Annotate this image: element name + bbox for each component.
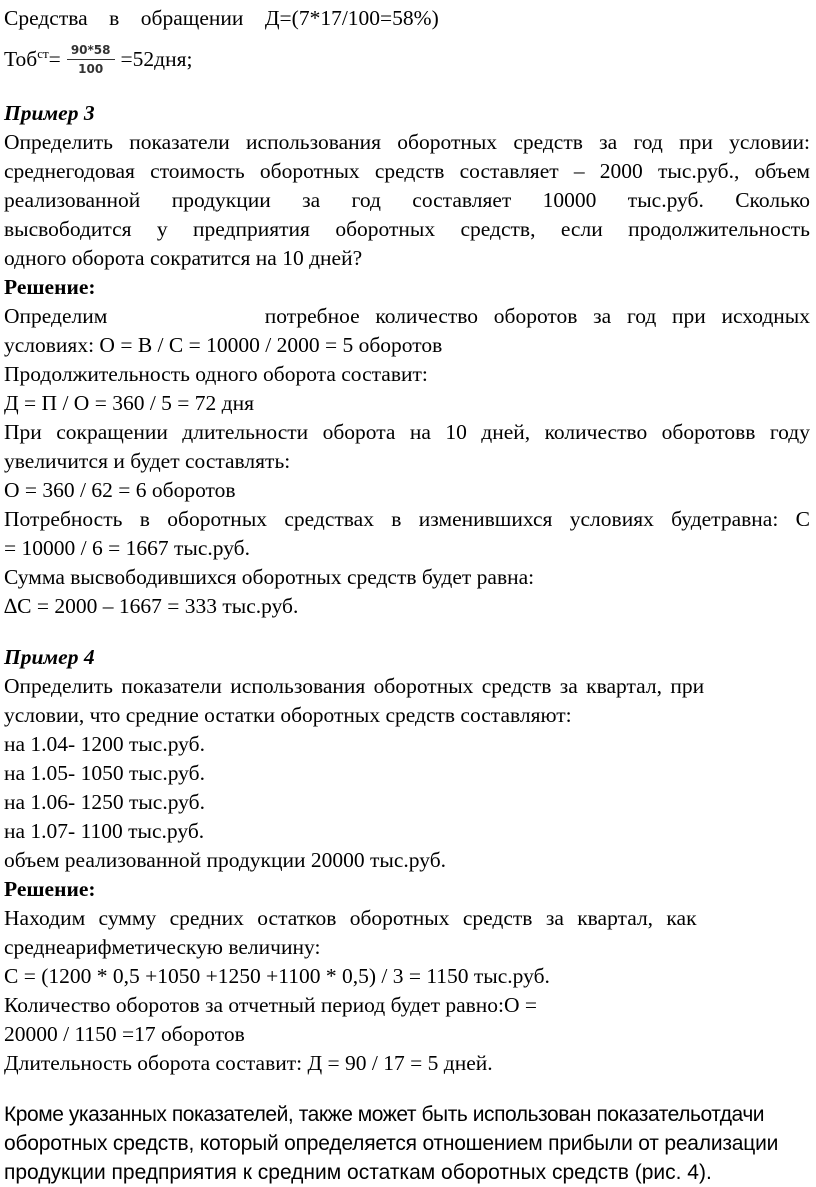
example4-task-line: на 1.05- 1050 тыс.руб. xyxy=(4,761,205,785)
closing-paragraph xyxy=(4,1100,810,1187)
example4-task-line: на 1.04- 1200 тыс.руб. xyxy=(4,732,205,756)
fraction-denominator: 100 xyxy=(78,61,104,76)
example3-solution-line: Определим потребное количество оборотов за год при исходных xyxy=(4,304,810,328)
example3-task xyxy=(4,128,810,273)
example3-task-line: высвободится у предприятия оборотных средств, если продолжительность xyxy=(4,217,810,241)
example4-solution-line: С = (1200 * 0,5 +1050 +1250 +1100 * 0,5) / 3 = 1150 тыс.руб. xyxy=(4,964,550,988)
tob-result: =52дня; xyxy=(120,46,193,71)
example4-task-line: условии, что средние остатки оборотных средств составляют: xyxy=(4,703,572,727)
example3-task-line: одного оборота сократится на 10 дней? xyxy=(4,246,363,270)
example3-solution-line: Д = П / О = 360 / 5 = 72 дня xyxy=(4,391,255,415)
turnover-formula xyxy=(4,33,810,85)
example4-solution-line: Количество оборотов за отчетный период будет равно:О = xyxy=(4,993,538,1017)
example3-solution-line: Сумма высвободившихся оборотных средств будет равна: xyxy=(4,565,535,589)
formula-fraction xyxy=(67,43,115,76)
example4-task-line: на 1.07- 1100 тыс.руб. xyxy=(4,819,205,843)
example4-solution xyxy=(4,904,810,1078)
closing-line: Кроме указанных показателей, также может быть использован показательотдачи xyxy=(4,1103,765,1126)
example3-solution-line: Продолжительность одного оборота составит: xyxy=(4,362,428,386)
example4-task-line: Определить показатели использования оборотных средств за квартал, при xyxy=(4,674,705,698)
example3-solution-line: Потребность в оборотных средствах в изменившихся условиях будетравна: С xyxy=(4,507,810,531)
example4-solution-line: 20000 / 1150 =17 оборотов xyxy=(4,1022,245,1046)
example4-task-line: на 1.06- 1250 тыс.руб. xyxy=(4,790,205,814)
example3-solution-line: = 10000 / 6 = 1667 тыс.руб. xyxy=(4,536,250,560)
example4-task xyxy=(4,672,810,875)
example4-solution-line: Находим сумму средних остатков оборотных средств за квартал, как xyxy=(4,906,697,930)
example3-solution-line: При сокращении длительности оборота на 10 дней, количество оборотовв году xyxy=(4,420,810,444)
fraction-numerator: 90*58 xyxy=(67,43,115,60)
example3-solution-line: условиях: О = В / С = 10000 / 2000 = 5 оборотов xyxy=(4,333,443,357)
closing-line: продукции предприятия к средним остаткам оборотных средств (рис. 4). xyxy=(4,1161,712,1184)
example4-solution-line: среднеарифметическую величину: xyxy=(4,935,321,959)
example3-solution-label: Решение: xyxy=(4,275,96,299)
example4-title: Пример 4 xyxy=(4,645,95,669)
example3-solution-line: увеличится и будет составлять: xyxy=(4,449,291,473)
example3-title: Пример 3 xyxy=(4,101,95,125)
example3-task-line: реализованной продукции за год составляет 10000 тыс.руб. Сколько xyxy=(4,188,810,212)
closing-line: оборотных средств, который определяется отношением прибыли от реализации xyxy=(4,1132,779,1155)
example3-solution-line: ∆С = 2000 – 1667 = 333 тыс.руб. xyxy=(4,594,299,618)
example3-solution-line: О = 360 / 62 = 6 оборотов xyxy=(4,478,236,502)
example3-task-line: Определить показатели использования оборотных средств за год при условии: xyxy=(4,130,810,154)
document-page xyxy=(4,4,810,1187)
example4-task-line: объем реализованной продукции 20000 тыс.руб. xyxy=(4,848,447,872)
tob-label: Тоб$^{ст}$= xyxy=(4,45,61,71)
circulation-line: Средства в обращении Д=(7*17/100=58%) xyxy=(4,6,439,30)
example3-solution xyxy=(4,302,810,621)
example4-solution-line: Длительность оборота составит: Д = 90 / 17 = 5 дней. xyxy=(4,1051,493,1075)
example3-task-line: среднегодовая стоимость оборотных средств составляет – 2000 тыс.руб., объем xyxy=(4,159,810,183)
example4-solution-label: Решение: xyxy=(4,877,96,901)
